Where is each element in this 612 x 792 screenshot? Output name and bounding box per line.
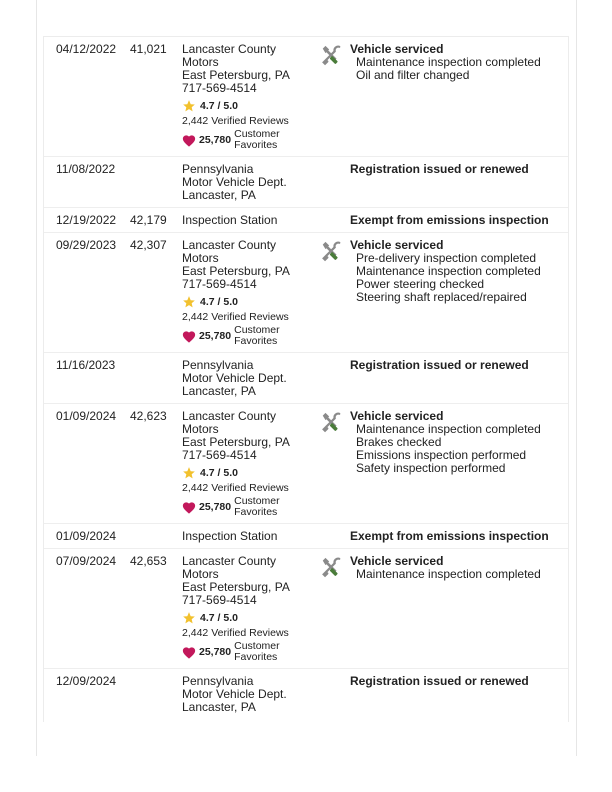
record-date: 07/09/2024 (56, 554, 117, 568)
heart-icon (182, 134, 196, 147)
detail-title: Vehicle serviced (350, 554, 444, 568)
record-details (350, 359, 568, 398)
record-icon-cell (320, 555, 350, 663)
record-details (350, 163, 568, 202)
detail-item: Maintenance inspection completed (356, 264, 541, 278)
record-details (350, 675, 568, 714)
source-line: Lancaster, PA (182, 188, 256, 202)
detail-title: Registration issued or renewed (350, 162, 529, 176)
rating-value: 4.7 / 5.0 (200, 611, 238, 624)
table-row (44, 37, 568, 157)
record-details (350, 214, 568, 227)
detail-item: Maintenance inspection completed (356, 55, 541, 69)
record-icon-cell (320, 239, 350, 347)
record-source (182, 214, 320, 227)
source-line: Inspection Station (182, 213, 278, 227)
favorites-count: 25,780 (199, 645, 232, 658)
record-source (182, 530, 320, 543)
odometer (130, 359, 182, 398)
record-date: 01/09/2024 (56, 409, 117, 423)
heart-icon (182, 330, 196, 343)
record-details (350, 530, 568, 543)
source-line: East Petersburg, PA (182, 435, 290, 449)
verified-reviews: 2,442 Verified Reviews (182, 627, 289, 639)
odometer (130, 530, 182, 543)
odometer: 42,179 (130, 213, 167, 227)
source-line: Lancaster County (182, 409, 277, 423)
odometer (130, 163, 182, 202)
favorites-label: Customer Favorites (234, 128, 280, 151)
shop-rating (182, 295, 320, 309)
record-source (182, 410, 320, 518)
star-icon (182, 295, 196, 309)
source-line: Lancaster County (182, 554, 277, 568)
detail-title: Registration issued or renewed (350, 674, 529, 688)
table-row (44, 549, 568, 669)
history-records-table (43, 36, 569, 722)
record-icon-cell (320, 359, 350, 398)
customer-favorites (182, 325, 320, 347)
verified-reviews: 2,442 Verified Reviews (182, 482, 289, 494)
record-source (182, 43, 320, 151)
table-row (44, 233, 568, 353)
detail-title: Exempt from emissions inspection (350, 213, 549, 227)
shop-rating (182, 99, 320, 113)
detail-item: Safety inspection performed (356, 461, 506, 475)
verified-reviews: 2,442 Verified Reviews (182, 311, 289, 323)
source-line: Motors (182, 567, 219, 581)
record-date: 01/09/2024 (56, 529, 117, 543)
record-details (350, 239, 568, 347)
odometer: 41,021 (130, 42, 167, 56)
record-icon-cell (320, 530, 350, 543)
odometer: 42,623 (130, 409, 167, 423)
source-line: Inspection Station (182, 529, 278, 543)
record-date: 11/08/2022 (56, 162, 116, 176)
source-line: 717-569-4514 (182, 277, 257, 291)
shop-rating (182, 466, 320, 480)
table-row (44, 524, 568, 549)
page-frame (36, 0, 577, 756)
star-icon (182, 99, 196, 113)
record-source (182, 163, 320, 202)
record-icon-cell (320, 410, 350, 518)
rating-value: 4.7 / 5.0 (200, 295, 238, 308)
heart-icon (182, 646, 196, 659)
source-line: East Petersburg, PA (182, 580, 290, 594)
customer-favorites (182, 496, 320, 518)
record-details (350, 43, 568, 151)
star-icon (182, 466, 196, 480)
detail-item: Oil and filter changed (356, 68, 470, 82)
source-line: Lancaster County (182, 238, 277, 252)
star-icon (182, 611, 196, 625)
source-line: Pennsylvania (182, 162, 254, 176)
favorites-count: 25,780 (199, 329, 232, 342)
favorites-count: 25,780 (199, 133, 232, 146)
detail-item: Steering shaft replaced/repaired (356, 290, 527, 304)
source-line: Pennsylvania (182, 674, 254, 688)
detail-item: Maintenance inspection completed (356, 567, 541, 581)
source-line: East Petersburg, PA (182, 68, 290, 82)
heart-icon (182, 501, 196, 514)
record-date: 11/16/2023 (56, 358, 116, 372)
source-line: 717-569-4514 (182, 81, 257, 95)
record-details (350, 410, 568, 518)
service-icon (320, 556, 342, 578)
detail-item: Emissions inspection performed (356, 448, 527, 462)
rating-value: 4.7 / 5.0 (200, 466, 238, 479)
record-date: 09/29/2023 (56, 238, 117, 252)
record-source (182, 555, 320, 663)
record-date: 12/09/2024 (56, 674, 117, 688)
detail-item: Brakes checked (356, 435, 442, 449)
rating-value: 4.7 / 5.0 (200, 99, 238, 112)
detail-title: Exempt from emissions inspection (350, 529, 549, 543)
source-line: Lancaster, PA (182, 384, 256, 398)
verified-reviews: 2,442 Verified Reviews (182, 115, 289, 127)
source-line: Lancaster County (182, 42, 277, 56)
source-line: 717-569-4514 (182, 593, 257, 607)
source-line: Motor Vehicle Dept. (182, 371, 287, 385)
service-icon (320, 240, 342, 262)
customer-favorites (182, 129, 320, 151)
source-line: Pennsylvania (182, 358, 254, 372)
source-line: 717-569-4514 (182, 448, 257, 462)
source-line: Motor Vehicle Dept. (182, 687, 287, 701)
table-row (44, 353, 568, 404)
source-line: Motors (182, 55, 219, 69)
table-row (44, 669, 568, 719)
favorites-count: 25,780 (199, 500, 232, 513)
record-date: 04/12/2022 (56, 42, 117, 56)
source-line: Motors (182, 422, 219, 436)
source-line: Motors (182, 251, 219, 265)
record-icon-cell (320, 675, 350, 714)
odometer: 42,307 (130, 238, 167, 252)
detail-title: Registration issued or renewed (350, 358, 529, 372)
record-source (182, 239, 320, 347)
record-icon-cell (320, 214, 350, 227)
source-line: Motor Vehicle Dept. (182, 175, 287, 189)
detail-item: Pre-delivery inspection completed (356, 251, 537, 265)
detail-title: Vehicle serviced (350, 42, 444, 56)
odometer: 42,653 (130, 554, 167, 568)
detail-item: Maintenance inspection completed (356, 422, 541, 436)
source-line: East Petersburg, PA (182, 264, 290, 278)
detail-title: Vehicle serviced (350, 238, 444, 252)
table-row (44, 208, 568, 233)
service-icon (320, 411, 342, 433)
service-icon (320, 44, 342, 66)
record-details (350, 555, 568, 663)
favorites-label: Customer Favorites (234, 324, 280, 347)
record-icon-cell (320, 43, 350, 151)
table-row (44, 157, 568, 208)
detail-title: Vehicle serviced (350, 409, 444, 423)
favorites-label: Customer Favorites (234, 640, 280, 663)
shop-rating (182, 611, 320, 625)
odometer (130, 675, 182, 714)
detail-item: Power steering checked (356, 277, 485, 291)
customer-favorites (182, 641, 320, 663)
source-line: Lancaster, PA (182, 700, 256, 714)
record-source (182, 675, 320, 714)
table-row (44, 404, 568, 524)
record-source (182, 359, 320, 398)
record-icon-cell (320, 163, 350, 202)
favorites-label: Customer Favorites (234, 495, 280, 518)
record-date: 12/19/2022 (56, 213, 117, 227)
